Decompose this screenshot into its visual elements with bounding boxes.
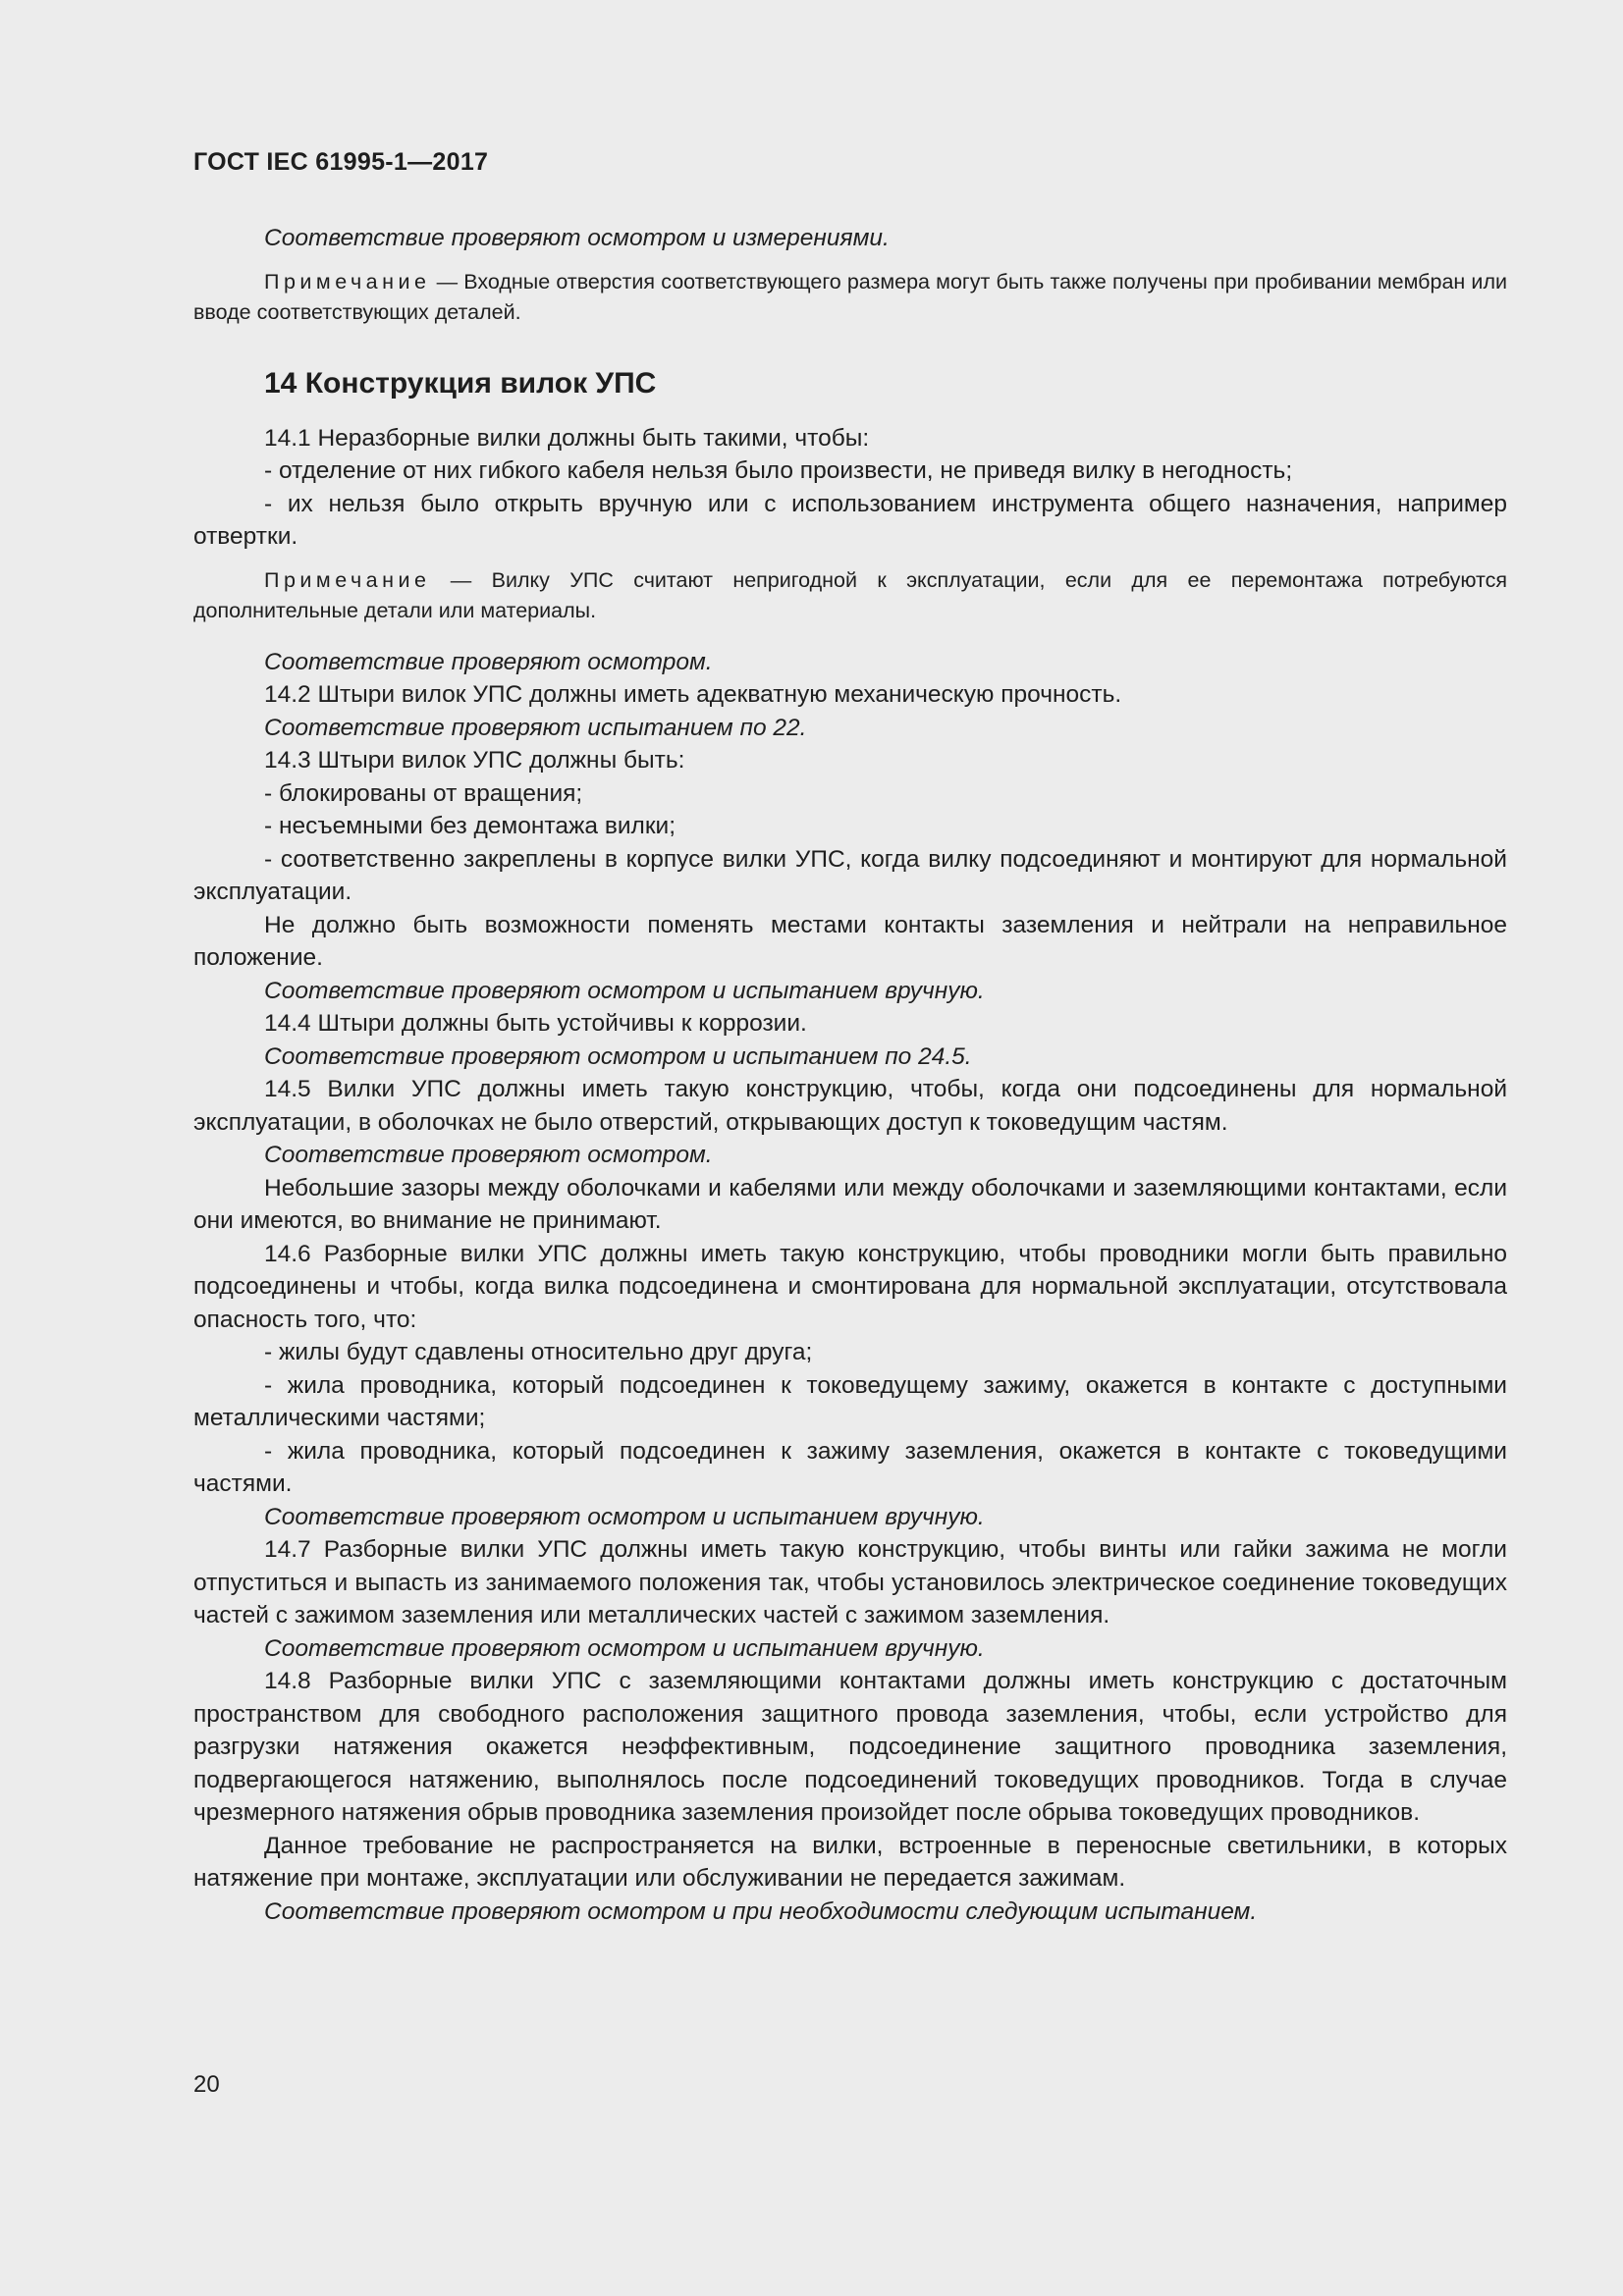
clause-14-6-item: - жилы будут сдавлены относительно друг друга;	[264, 1339, 813, 1365]
note-paragraph	[193, 267, 1507, 328]
clause-14-3-item: - несъемными без демонтажа вилки;	[264, 813, 676, 839]
conformity-text: Соответствие проверяют осмотром и измерениями.	[264, 225, 890, 251]
clause-14-6-item: - жила проводника, который подсоединен к токоведущему зажиму, окажется в контакте с доступными металлическими частями;	[193, 1371, 1507, 1431]
note-label: Примечание	[264, 567, 431, 592]
page-number: 20	[193, 2071, 220, 2098]
clause-14-3-paragraph: Не должно быть возможности поменять местами контакты заземления и нейтрали на неправильное положение.	[193, 911, 1507, 971]
note-text: — Вилку УПС считают непригодной к эксплуатации, если для ее перемонтажа потребуются дополнительные детали или материалы.	[193, 567, 1507, 622]
conformity-text: Соответствие проверяют осмотром и испытанием вручную.	[264, 977, 985, 1004]
clause-14-1-item: - их нельзя было открыть вручную или с использованием инструмента общего назначения, например отвертки.	[193, 490, 1507, 550]
clause-14-6: 14.6 Разборные вилки УПС должны иметь такую конструкцию, чтобы проводники могли быть правильно подсоединены и чтобы, когда вилка подсоединена и смонтирована для нормальной эксплуатации, отсутствовала опасность того, что:	[193, 1240, 1507, 1333]
conformity-text: Соответствие проверяют осмотром и испытанием по 24.5.	[264, 1042, 972, 1070]
clause-14-3: 14.3 Штыри вилок УПС должны быть:	[264, 747, 685, 774]
clause-14-3-item: - соответственно закреплены в корпусе вилки УПС, когда вилку подсоединяют и монтируют для нормальной эксплуатации.	[193, 845, 1507, 905]
clause-14-4: 14.4 Штыри должны быть устойчивы к коррозии.	[264, 1010, 807, 1037]
clause-14-1: 14.1 Неразборные вилки должны быть такими, чтобы:	[264, 424, 870, 452]
page-content	[193, 222, 1507, 1928]
conformity-text: Соответствие проверяют осмотром и при необходимости следующим испытанием.	[264, 1897, 1258, 1925]
note-label: Примечание	[264, 269, 431, 294]
conformity-text: Соответствие проверяют осмотром.	[264, 648, 713, 675]
clause-14-3-item: - блокированы от вращения;	[264, 779, 583, 807]
clause-14-5: 14.5 Вилки УПС должны иметь такую конструкцию, чтобы, когда они подсоединены для нормальной эксплуатации, в оболочках не было отверстий, открывающих доступ к токоведущим частям.	[193, 1076, 1507, 1136]
clause-14-7: 14.7 Разборные вилки УПС должны иметь такую конструкцию, чтобы винты или гайки зажима не могли отпуститься и выпасть из занимаемого положения так, чтобы установилось электрическое соединение токоведущих частей с зажимом заземления или металлических частей с зажимом заземления.	[193, 1536, 1507, 1629]
clause-14-5-paragraph: Небольшие зазоры между оболочками и кабелями или между оболочками и заземляющими контактами, если они имеются, во внимание не принимают.	[193, 1174, 1507, 1234]
clause-14-8: 14.8 Разборные вилки УПС с заземляющими контактами должны иметь конструкцию с достаточным пространством для свободного расположения защитного провода заземления, чтобы, если устройство для разгрузки натяжения окажется неэффективным, подсоединение защитного проводника заземления, подвергающегося натяжению, выполнялось после подсоединений токоведущих проводников. Тогда в случае чрезмерного натяжения обрыв проводника заземления произойдет после обрыва токоведущих проводников.	[193, 1668, 1507, 1826]
document-header: ГОСТ IEC 61995-1—2017	[193, 148, 489, 176]
conformity-text: Соответствие проверяют испытанием по 22.	[264, 714, 807, 741]
conformity-text: Соответствие проверяют осмотром и испытанием вручную.	[264, 1503, 985, 1530]
note-text: — Входные отверстия соответствующего размера могут быть также получены при пробивании мембран или вводе соответствующих деталей.	[193, 269, 1507, 324]
clause-14-1-item: - отделение от них гибкого кабеля нельзя было произвести, не приведя вилку в негодность;	[264, 457, 1293, 484]
note-paragraph	[193, 565, 1507, 626]
clause-14-6-item: - жила проводника, который подсоединен к зажиму заземления, окажется в контакте с токоведущими частями.	[193, 1437, 1507, 1497]
clause-14-8-paragraph: Данное требование не распространяется на вилки, встроенные в переносные светильники, в которых натяжение при монтаже, эксплуатации или обслуживании не передается зажимам.	[193, 1832, 1507, 1892]
conformity-text: Соответствие проверяют осмотром.	[264, 1142, 713, 1168]
conformity-text: Соответствие проверяют осмотром и испытанием вручную.	[264, 1634, 985, 1662]
clause-14-2: 14.2 Штыри вилок УПС должны иметь адекватную механическую прочность.	[264, 681, 1122, 708]
section-heading: 14 Конструкция вилок УПС	[264, 366, 657, 400]
